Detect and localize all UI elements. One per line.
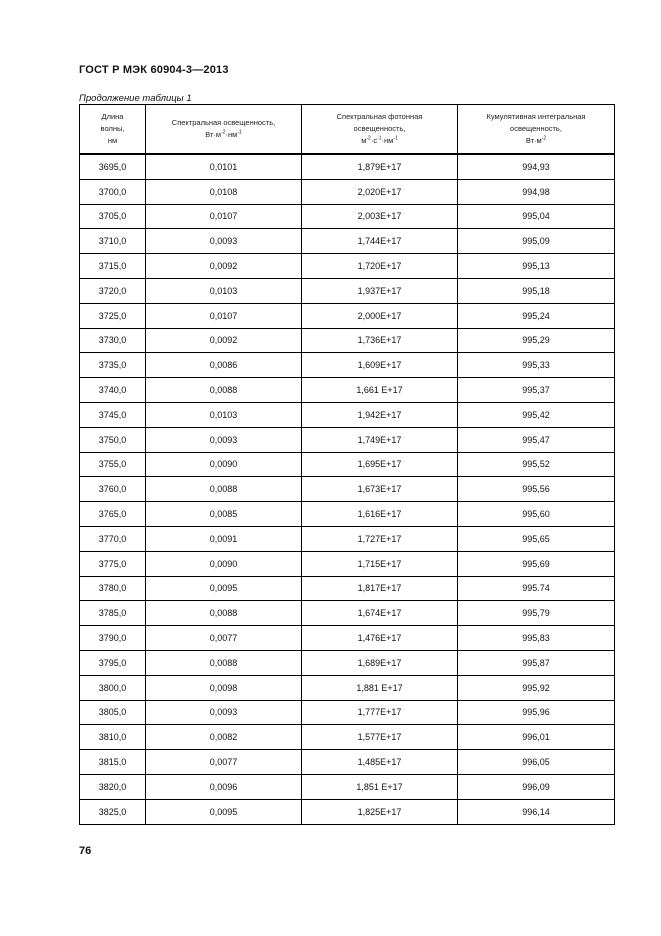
cell-wavelength: 3720,0 <box>80 278 146 303</box>
cell-spectral-irradiance: 0,0090 <box>146 551 302 576</box>
cell-wavelength: 3810,0 <box>80 725 146 750</box>
cell-wavelength: 3750,0 <box>80 427 146 452</box>
cell-photon-irradiance: 2,020E+17 <box>302 179 458 204</box>
cell-photon-irradiance: 1,942E+17 <box>302 402 458 427</box>
header-cumulative-irradiance-line2: освещенность, <box>510 124 562 133</box>
cell-photon-irradiance: 1,937E+17 <box>302 278 458 303</box>
cell-wavelength: 3775,0 <box>80 551 146 576</box>
table-row <box>80 452 615 477</box>
header-wavelength <box>80 105 146 155</box>
cell-photon-irradiance: 1,485E+17 <box>302 750 458 775</box>
unit-sup: -1 <box>393 135 398 142</box>
cell-photon-irradiance: 1,609E+17 <box>302 353 458 378</box>
cell-spectral-irradiance: 0,0107 <box>146 303 302 328</box>
cell-cumulative-irradiance: 995,24 <box>458 303 615 328</box>
cell-cumulative-irradiance: 996,14 <box>458 799 615 824</box>
cell-spectral-irradiance: 0,0095 <box>146 799 302 824</box>
unit-part: ·нм <box>225 130 238 139</box>
cell-spectral-irradiance: 0,0096 <box>146 774 302 799</box>
cell-photon-irradiance: 1,689E+17 <box>302 650 458 675</box>
cell-wavelength: 3760,0 <box>80 477 146 502</box>
cell-photon-irradiance: 1,727E+17 <box>302 526 458 551</box>
unit-part: Вт·м <box>525 136 542 145</box>
cell-spectral-irradiance: 0,0092 <box>146 254 302 279</box>
data-table <box>79 104 615 825</box>
cell-cumulative-irradiance: 995,83 <box>458 626 615 651</box>
cell-spectral-irradiance: 0,0101 <box>146 154 302 179</box>
cell-photon-irradiance: 1,879E+17 <box>302 154 458 179</box>
cell-photon-irradiance: 1,777E+17 <box>302 700 458 725</box>
cell-wavelength: 3765,0 <box>80 502 146 527</box>
cell-wavelength: 3740,0 <box>80 378 146 403</box>
unit-part: Вт·м <box>205 130 222 139</box>
cell-wavelength: 3725,0 <box>80 303 146 328</box>
table-row <box>80 378 615 403</box>
cell-wavelength: 3735,0 <box>80 353 146 378</box>
cell-spectral-irradiance: 0,0088 <box>146 601 302 626</box>
cell-photon-irradiance: 1,736E+17 <box>302 328 458 353</box>
table-row <box>80 204 615 229</box>
header-wavelength-line3: нм <box>107 136 118 145</box>
cell-spectral-irradiance: 0,0088 <box>146 477 302 502</box>
cell-spectral-irradiance: 0,0086 <box>146 353 302 378</box>
cell-wavelength: 3800,0 <box>80 675 146 700</box>
cell-spectral-irradiance: 0,0092 <box>146 328 302 353</box>
cell-cumulative-irradiance: 996,09 <box>458 774 615 799</box>
cell-wavelength: 3820,0 <box>80 774 146 799</box>
unit-sup: -2 <box>366 135 371 142</box>
cell-cumulative-irradiance: 995,18 <box>458 278 615 303</box>
unit-sup: -2 <box>221 129 226 136</box>
header-spectral-irradiance <box>146 105 302 155</box>
table-row <box>80 601 615 626</box>
cell-spectral-irradiance: 0,0077 <box>146 626 302 651</box>
page-number: 76 <box>79 845 92 857</box>
header-cumulative-irradiance <box>458 105 615 155</box>
cell-photon-irradiance: 1,577E+17 <box>302 725 458 750</box>
header-photon-irradiance <box>302 105 458 155</box>
cell-cumulative-irradiance: 995,47 <box>458 427 615 452</box>
cell-cumulative-irradiance: 995,09 <box>458 229 615 254</box>
cell-cumulative-irradiance: 995,96 <box>458 700 615 725</box>
cell-cumulative-irradiance: 995,56 <box>458 477 615 502</box>
cell-wavelength: 3790,0 <box>80 626 146 651</box>
table-row <box>80 650 615 675</box>
cell-wavelength: 3770,0 <box>80 526 146 551</box>
document-title: ГОСТ Р МЭК 60904-3—2013 <box>79 64 229 76</box>
cell-cumulative-irradiance: 995,29 <box>458 328 615 353</box>
cell-spectral-irradiance: 0,0095 <box>146 576 302 601</box>
cell-spectral-irradiance: 0,0107 <box>146 204 302 229</box>
table-row <box>80 353 615 378</box>
table-row <box>80 328 615 353</box>
cell-cumulative-irradiance: 995,65 <box>458 526 615 551</box>
cell-photon-irradiance: 2,000E+17 <box>302 303 458 328</box>
table-row <box>80 526 615 551</box>
cell-wavelength: 3700,0 <box>80 179 146 204</box>
cell-cumulative-irradiance: 995,92 <box>458 675 615 700</box>
cell-photon-irradiance: 2,003E+17 <box>302 204 458 229</box>
table-caption: Продолжение таблицы 1 <box>79 93 192 104</box>
cell-spectral-irradiance: 0,0090 <box>146 452 302 477</box>
cell-photon-irradiance: 1,720E+17 <box>302 254 458 279</box>
cell-wavelength: 3795,0 <box>80 650 146 675</box>
cell-cumulative-irradiance: 995,33 <box>458 353 615 378</box>
cell-photon-irradiance: 1,674E+17 <box>302 601 458 626</box>
cell-photon-irradiance: 1,881 E+17 <box>302 675 458 700</box>
cell-spectral-irradiance: 0,0108 <box>146 179 302 204</box>
table-row <box>80 774 615 799</box>
cell-spectral-irradiance: 0,0088 <box>146 378 302 403</box>
unit-sup: -2 <box>541 135 547 142</box>
header-photon-irradiance-line1: Спектральная фотонная <box>336 112 423 121</box>
table-row <box>80 799 615 824</box>
table-row <box>80 154 615 179</box>
cell-cumulative-irradiance: 995,42 <box>458 402 615 427</box>
table-row <box>80 229 615 254</box>
header-wavelength-line2: волны, <box>100 124 125 133</box>
cell-spectral-irradiance: 0,0103 <box>146 402 302 427</box>
unit-part: ·с <box>370 136 378 145</box>
cell-wavelength: 3715,0 <box>80 254 146 279</box>
cell-photon-irradiance: 1,825E+17 <box>302 799 458 824</box>
cell-photon-irradiance: 1,695E+17 <box>302 452 458 477</box>
table-row <box>80 477 615 502</box>
cell-photon-irradiance: 1,661 E+17 <box>302 378 458 403</box>
table-header-row <box>80 105 615 155</box>
cell-wavelength: 3815,0 <box>80 750 146 775</box>
table-row <box>80 576 615 601</box>
table-row <box>80 626 615 651</box>
cell-cumulative-irradiance: 995,37 <box>458 378 615 403</box>
unit-part: м <box>361 136 367 145</box>
cell-cumulative-irradiance: 996,01 <box>458 725 615 750</box>
cell-wavelength: 3705,0 <box>80 204 146 229</box>
table-row <box>80 254 615 279</box>
cell-spectral-irradiance: 0,0085 <box>146 502 302 527</box>
table-row <box>80 700 615 725</box>
table-row <box>80 725 615 750</box>
cell-photon-irradiance: 1,817E+17 <box>302 576 458 601</box>
cell-cumulative-irradiance: 994,98 <box>458 179 615 204</box>
cell-spectral-irradiance: 0,0082 <box>146 725 302 750</box>
cell-wavelength: 3695,0 <box>80 154 146 179</box>
unit-part: ·нм <box>381 136 394 145</box>
cell-photon-irradiance: 1,616E+17 <box>302 502 458 527</box>
cell-wavelength: 3825,0 <box>80 799 146 824</box>
cell-wavelength: 3730,0 <box>80 328 146 353</box>
cell-cumulative-irradiance: 995,69 <box>458 551 615 576</box>
table-row <box>80 427 615 452</box>
cell-wavelength: 3755,0 <box>80 452 146 477</box>
cell-photon-irradiance: 1,715E+17 <box>302 551 458 576</box>
table-row <box>80 179 615 204</box>
table-body <box>80 154 615 824</box>
cell-cumulative-irradiance: 995,87 <box>458 650 615 675</box>
cell-spectral-irradiance: 0,0093 <box>146 700 302 725</box>
unit-sup: -1 <box>237 129 242 136</box>
cell-wavelength: 3710,0 <box>80 229 146 254</box>
cell-spectral-irradiance: 0,0091 <box>146 526 302 551</box>
table-row <box>80 750 615 775</box>
header-cumulative-irradiance-line1: Кумулятивная интегральная <box>486 112 586 121</box>
header-spectral-irradiance-line1: Спектральная освещенность, <box>171 118 276 127</box>
cell-cumulative-irradiance: 995,60 <box>458 502 615 527</box>
header-photon-irradiance-line2: освещенность, <box>353 124 406 133</box>
cell-cumulative-irradiance: 994,93 <box>458 154 615 179</box>
unit-sup: -1 <box>377 135 382 142</box>
cell-spectral-irradiance: 0,0098 <box>146 675 302 700</box>
cell-spectral-irradiance: 0,0093 <box>146 229 302 254</box>
cell-spectral-irradiance: 0,0093 <box>146 427 302 452</box>
cell-cumulative-irradiance: 995,13 <box>458 254 615 279</box>
cell-wavelength: 3785,0 <box>80 601 146 626</box>
table-row <box>80 551 615 576</box>
table-row <box>80 675 615 700</box>
cell-cumulative-irradiance: 996,05 <box>458 750 615 775</box>
cell-spectral-irradiance: 0,0103 <box>146 278 302 303</box>
cell-photon-irradiance: 1,744E+17 <box>302 229 458 254</box>
cell-photon-irradiance: 1,673E+17 <box>302 477 458 502</box>
cell-photon-irradiance: 1,749E+17 <box>302 427 458 452</box>
table-row <box>80 278 615 303</box>
cell-photon-irradiance: 1,476E+17 <box>302 626 458 651</box>
header-wavelength-line1: Длина <box>101 112 124 121</box>
cell-wavelength: 3780,0 <box>80 576 146 601</box>
table-row <box>80 502 615 527</box>
cell-spectral-irradiance: 0,0077 <box>146 750 302 775</box>
cell-cumulative-irradiance: 995.74 <box>458 576 615 601</box>
cell-photon-irradiance: 1,851 E+17 <box>302 774 458 799</box>
cell-cumulative-irradiance: 995,79 <box>458 601 615 626</box>
table-row <box>80 402 615 427</box>
table-row <box>80 303 615 328</box>
cell-cumulative-irradiance: 995,52 <box>458 452 615 477</box>
cell-wavelength: 3745,0 <box>80 402 146 427</box>
cell-spectral-irradiance: 0,0088 <box>146 650 302 675</box>
cell-cumulative-irradiance: 995,04 <box>458 204 615 229</box>
cell-wavelength: 3805,0 <box>80 700 146 725</box>
